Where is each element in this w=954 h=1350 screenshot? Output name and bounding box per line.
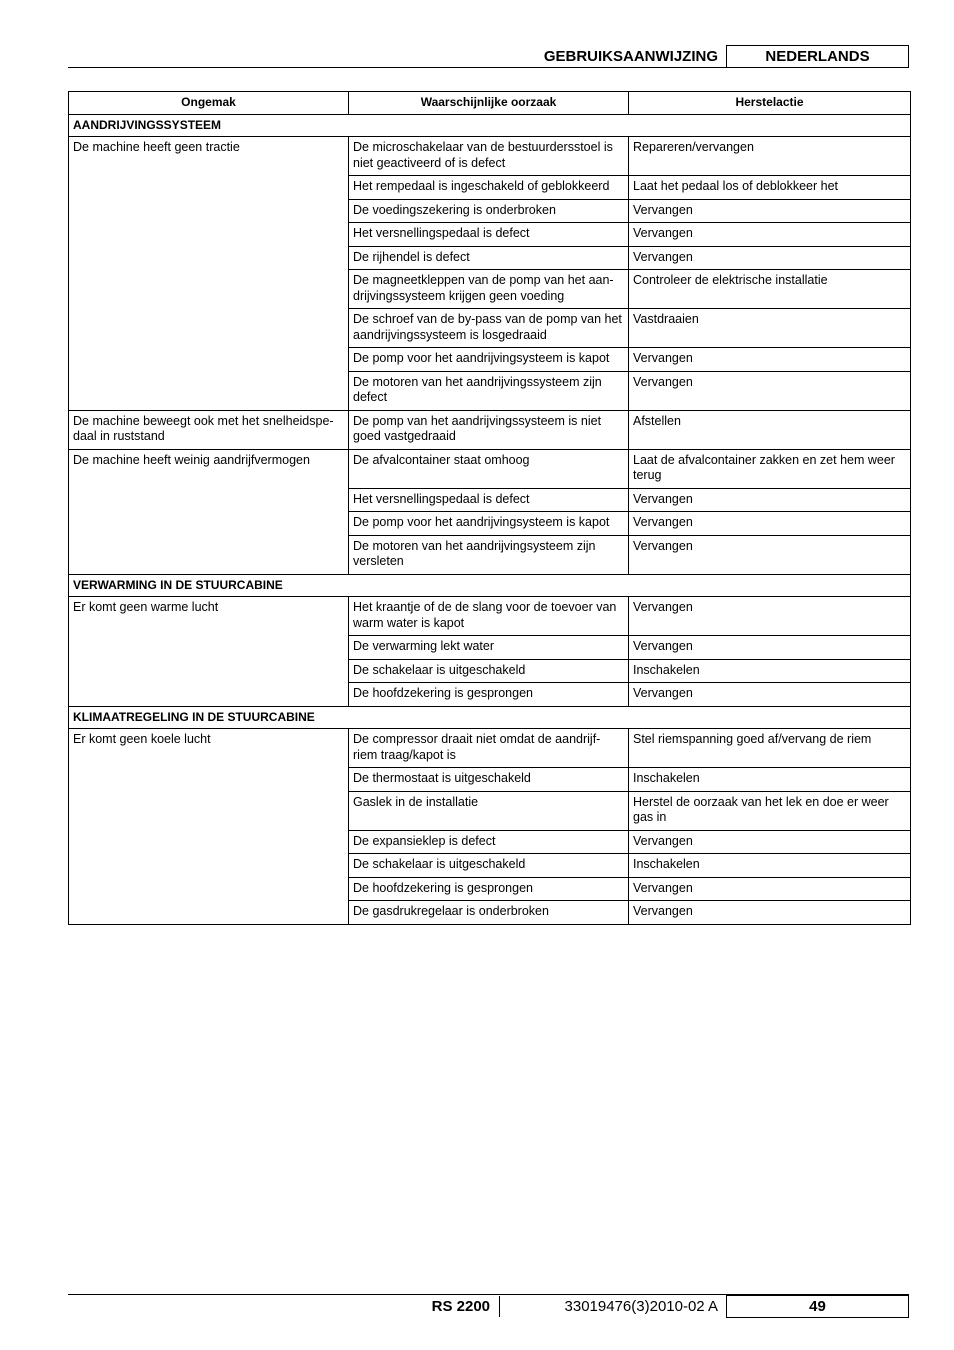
model-name: RS 2200 <box>431 1298 490 1315</box>
section-title: KLIMAATREGELING IN DE STUURCABINE <box>69 706 911 729</box>
problem-cell: Er komt geen warme lucht <box>69 597 349 707</box>
cause-cell: De magneetkleppen van de pomp van het aan-drijvingssysteem krijgen geen voeding <box>349 270 629 309</box>
table-header-row <box>69 92 911 115</box>
remedy-cell: Vervangen <box>629 901 911 925</box>
remedy-cell: Vervangen <box>629 830 911 854</box>
remedy-cell: Vervangen <box>629 512 911 536</box>
column-header-cause: Waarschijnlijke oorzaak <box>349 92 629 115</box>
table-row <box>69 137 911 176</box>
remedy-cell: Vervangen <box>629 246 911 270</box>
remedy-cell: Inschakelen <box>629 854 911 878</box>
problem-cell: De machine heeft weinig aandrijfvermogen <box>69 449 349 574</box>
remedy-cell: Vervangen <box>629 488 911 512</box>
cause-cell: Het kraantje of de de slang voor de toevoer van warm water is kapot <box>349 597 629 636</box>
cause-cell: De motoren van het aandrijvingssysteem zijn defect <box>349 371 629 410</box>
table-row <box>69 410 911 449</box>
page-number: 49 <box>726 1295 909 1318</box>
cause-cell: De afvalcontainer staat omhoog <box>349 449 629 488</box>
cause-cell: De microschakelaar van de bestuurdersstoel is niet geactiveerd of is defect <box>349 137 629 176</box>
section-row <box>69 114 911 137</box>
table-row <box>69 729 911 768</box>
remedy-cell: Vervangen <box>629 535 911 574</box>
cause-cell: Gaslek in de installatie <box>349 791 629 830</box>
remedy-cell: Vervangen <box>629 683 911 707</box>
remedy-cell: Vastdraaien <box>629 309 911 348</box>
cause-cell: De gasdrukregelaar is onderbroken <box>349 901 629 925</box>
cause-cell: De compressor draait niet omdat de aandrijf-riem traag/kapot is <box>349 729 629 768</box>
remedy-cell: Afstellen <box>629 410 911 449</box>
cause-cell: De hoofdzekering is gesprongen <box>349 683 629 707</box>
cause-cell: De motoren van het aandrijvingsysteem zijn versleten <box>349 535 629 574</box>
remedy-cell: Vervangen <box>629 877 911 901</box>
remedy-cell: Vervangen <box>629 636 911 660</box>
cause-cell: De pomp voor het aandrijvingsysteem is kapot <box>349 512 629 536</box>
cause-cell: De schroef van de by-pass van de pomp van het aandrijvingssysteem is losgedraaid <box>349 309 629 348</box>
section-row <box>69 706 911 729</box>
language-label: NEDERLANDS <box>726 45 909 68</box>
problem-cell: De machine beweegt ook met het snelheidspe-daal in ruststand <box>69 410 349 449</box>
remedy-cell: Herstel de oorzaak van het lek en doe er weer gas in <box>629 791 911 830</box>
cause-cell: De schakelaar is uitgeschakeld <box>349 854 629 878</box>
cause-cell: De verwarming lekt water <box>349 636 629 660</box>
cause-cell: De thermostaat is uitgeschakeld <box>349 768 629 792</box>
table-row <box>69 597 911 636</box>
remedy-cell: Vervangen <box>629 371 911 410</box>
table-body <box>69 114 911 924</box>
section-title: VERWARMING IN DE STUURCABINE <box>69 574 911 597</box>
table-row <box>69 449 911 488</box>
remedy-cell: Repareren/vervangen <box>629 137 911 176</box>
cause-cell: De pomp van het aandrijvingssysteem is niet goed vastgedraaid <box>349 410 629 449</box>
problem-cell: De machine heeft geen tractie <box>69 137 349 411</box>
remedy-cell: Vervangen <box>629 597 911 636</box>
remedy-cell: Vervangen <box>629 348 911 372</box>
remedy-cell: Inschakelen <box>629 768 911 792</box>
remedy-cell: Inschakelen <box>629 659 911 683</box>
troubleshooting-table <box>68 91 911 925</box>
cause-cell: Het versnellingspedaal is defect <box>349 223 629 247</box>
cause-cell: De schakelaar is uitgeschakeld <box>349 659 629 683</box>
cause-cell: De hoofdzekering is gesprongen <box>349 877 629 901</box>
remedy-cell: Laat de afvalcontainer zakken en zet hem weer terug <box>629 449 911 488</box>
cause-cell: Het rempedaal is ingeschakeld of geblokkeerd <box>349 176 629 200</box>
remedy-cell: Laat het pedaal los of deblokkeer het <box>629 176 911 200</box>
footer-separator <box>499 1296 500 1317</box>
cause-cell: De voedingszekering is onderbroken <box>349 199 629 223</box>
remedy-cell: Stel riemspanning goed af/vervang de riem <box>629 729 911 768</box>
cause-cell: De rijhendel is defect <box>349 246 629 270</box>
remedy-cell: Controleer de elektrische installatie <box>629 270 911 309</box>
cause-cell: De expansieklep is defect <box>349 830 629 854</box>
document-code: 33019476(3)2010-02 A <box>564 1298 718 1315</box>
column-header-remedy: Herstelactie <box>629 92 911 115</box>
manual-title: GEBRUIKSAANWIJZING <box>543 48 718 65</box>
problem-cell: Er komt geen koele lucht <box>69 729 349 925</box>
remedy-cell: Vervangen <box>629 223 911 247</box>
cause-cell: De pomp voor het aandrijvingsysteem is kapot <box>349 348 629 372</box>
remedy-cell: Vervangen <box>629 199 911 223</box>
cause-cell: Het versnellingspedaal is defect <box>349 488 629 512</box>
section-title: AANDRIJVINGSSYSTEEM <box>69 114 911 137</box>
section-row <box>69 574 911 597</box>
column-header-problem: Ongemak <box>69 92 349 115</box>
header-divider <box>68 67 909 68</box>
